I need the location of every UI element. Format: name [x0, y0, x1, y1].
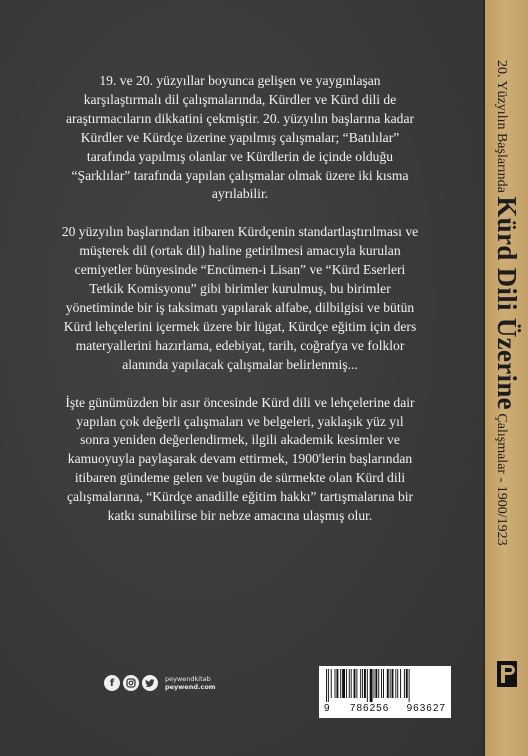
spine-main-title: Kürd Dili Üzerine: [492, 196, 522, 410]
isbn-first-digit: 9: [324, 703, 331, 714]
barcode-bars: [324, 669, 446, 702]
isbn-group-1: 786256: [349, 703, 390, 714]
spine-title: [487, 60, 521, 546]
twitter-icon: [142, 675, 158, 691]
blurb-paragraph-1: 19. ve 20. yüzyıllar boyunca gelişen ve yaygınlaşan karşılaştırmalı dil çalışmalarında, Kürdler ve Kürd dili de araştırmacıların dikkatini çekmiştir. 20. yüzyılın başlarına kadar Kürdler ve Kürdçe üzerine yapılmış çalışmalar; “Batılılar” tarafında yapılmış olanlar ve Kürdlerin de içinde olduğu “Şarklılar” tarafında yapılan çalışmalar olmak üzere iki kısma ayrılabilir.: [65, 73, 415, 202]
facebook-icon: f: [104, 675, 120, 691]
isbn-number: [324, 703, 446, 714]
blurb-paragraph-3: İşte günümüzden bir asır öncesinde Kürd dili ve lehçelerine dair yapılan çok değerli çalışmaları ve belgeleri, yaklaşık yüz yıl sonra yeniden değerlendirmek, ilgili akademik kesimler ve kamuoyuyla paylaşarak devam ettirmek, 1900'lerin başlarından itibaren gündeme gelen ve bugün de sürmekte olan Kürd dili çalışmalarına, “Kürdçe anadille eğitim hakkı” tartışmalarına bir katkı sunabilirse bir nebze amacına ulaşmış olur.: [65, 394, 415, 524]
back-cover-blurb: [60, 72, 420, 526]
publisher-logo: [497, 661, 517, 687]
blurb-paragraph-2: 20 yüzyılın başlarından itibaren Kürdçenin standartlaştırılması ve müşterek dil (ortak dil) haline getirilmesi amacıyla kurulan cemiyetler bünyesinde “Encümen-i Lisan” ve “Kürd Eserleri Tetkik Komisyonu” gibi birimler kurulmuş, bu birimler yönetiminde bir iş taksimatı yapılarak alfabe, dilbilgisi ve bütün Kürd lehçelerini içermek üzere bir lügat, Kürdçe eğitim için ders materyallerini hazırlama, edebiyat, tarih, coğrafya ve folklor alanında yapılacak çalışmalar belirlenmiş...: [61, 224, 419, 372]
social-handle: peywendkitab: [165, 675, 211, 683]
isbn-barcode: [319, 666, 451, 718]
social-links: [104, 675, 216, 691]
spine-suffix: Çalışmalar - 1900/1923: [494, 413, 509, 546]
spine-prefix: 20. Yüzyılın Başlarında: [494, 60, 509, 193]
social-handles: [165, 675, 216, 691]
isbn-group-2: 963627: [406, 703, 446, 714]
website-text: peywend.com: [165, 683, 216, 691]
instagram-icon: [123, 675, 139, 691]
